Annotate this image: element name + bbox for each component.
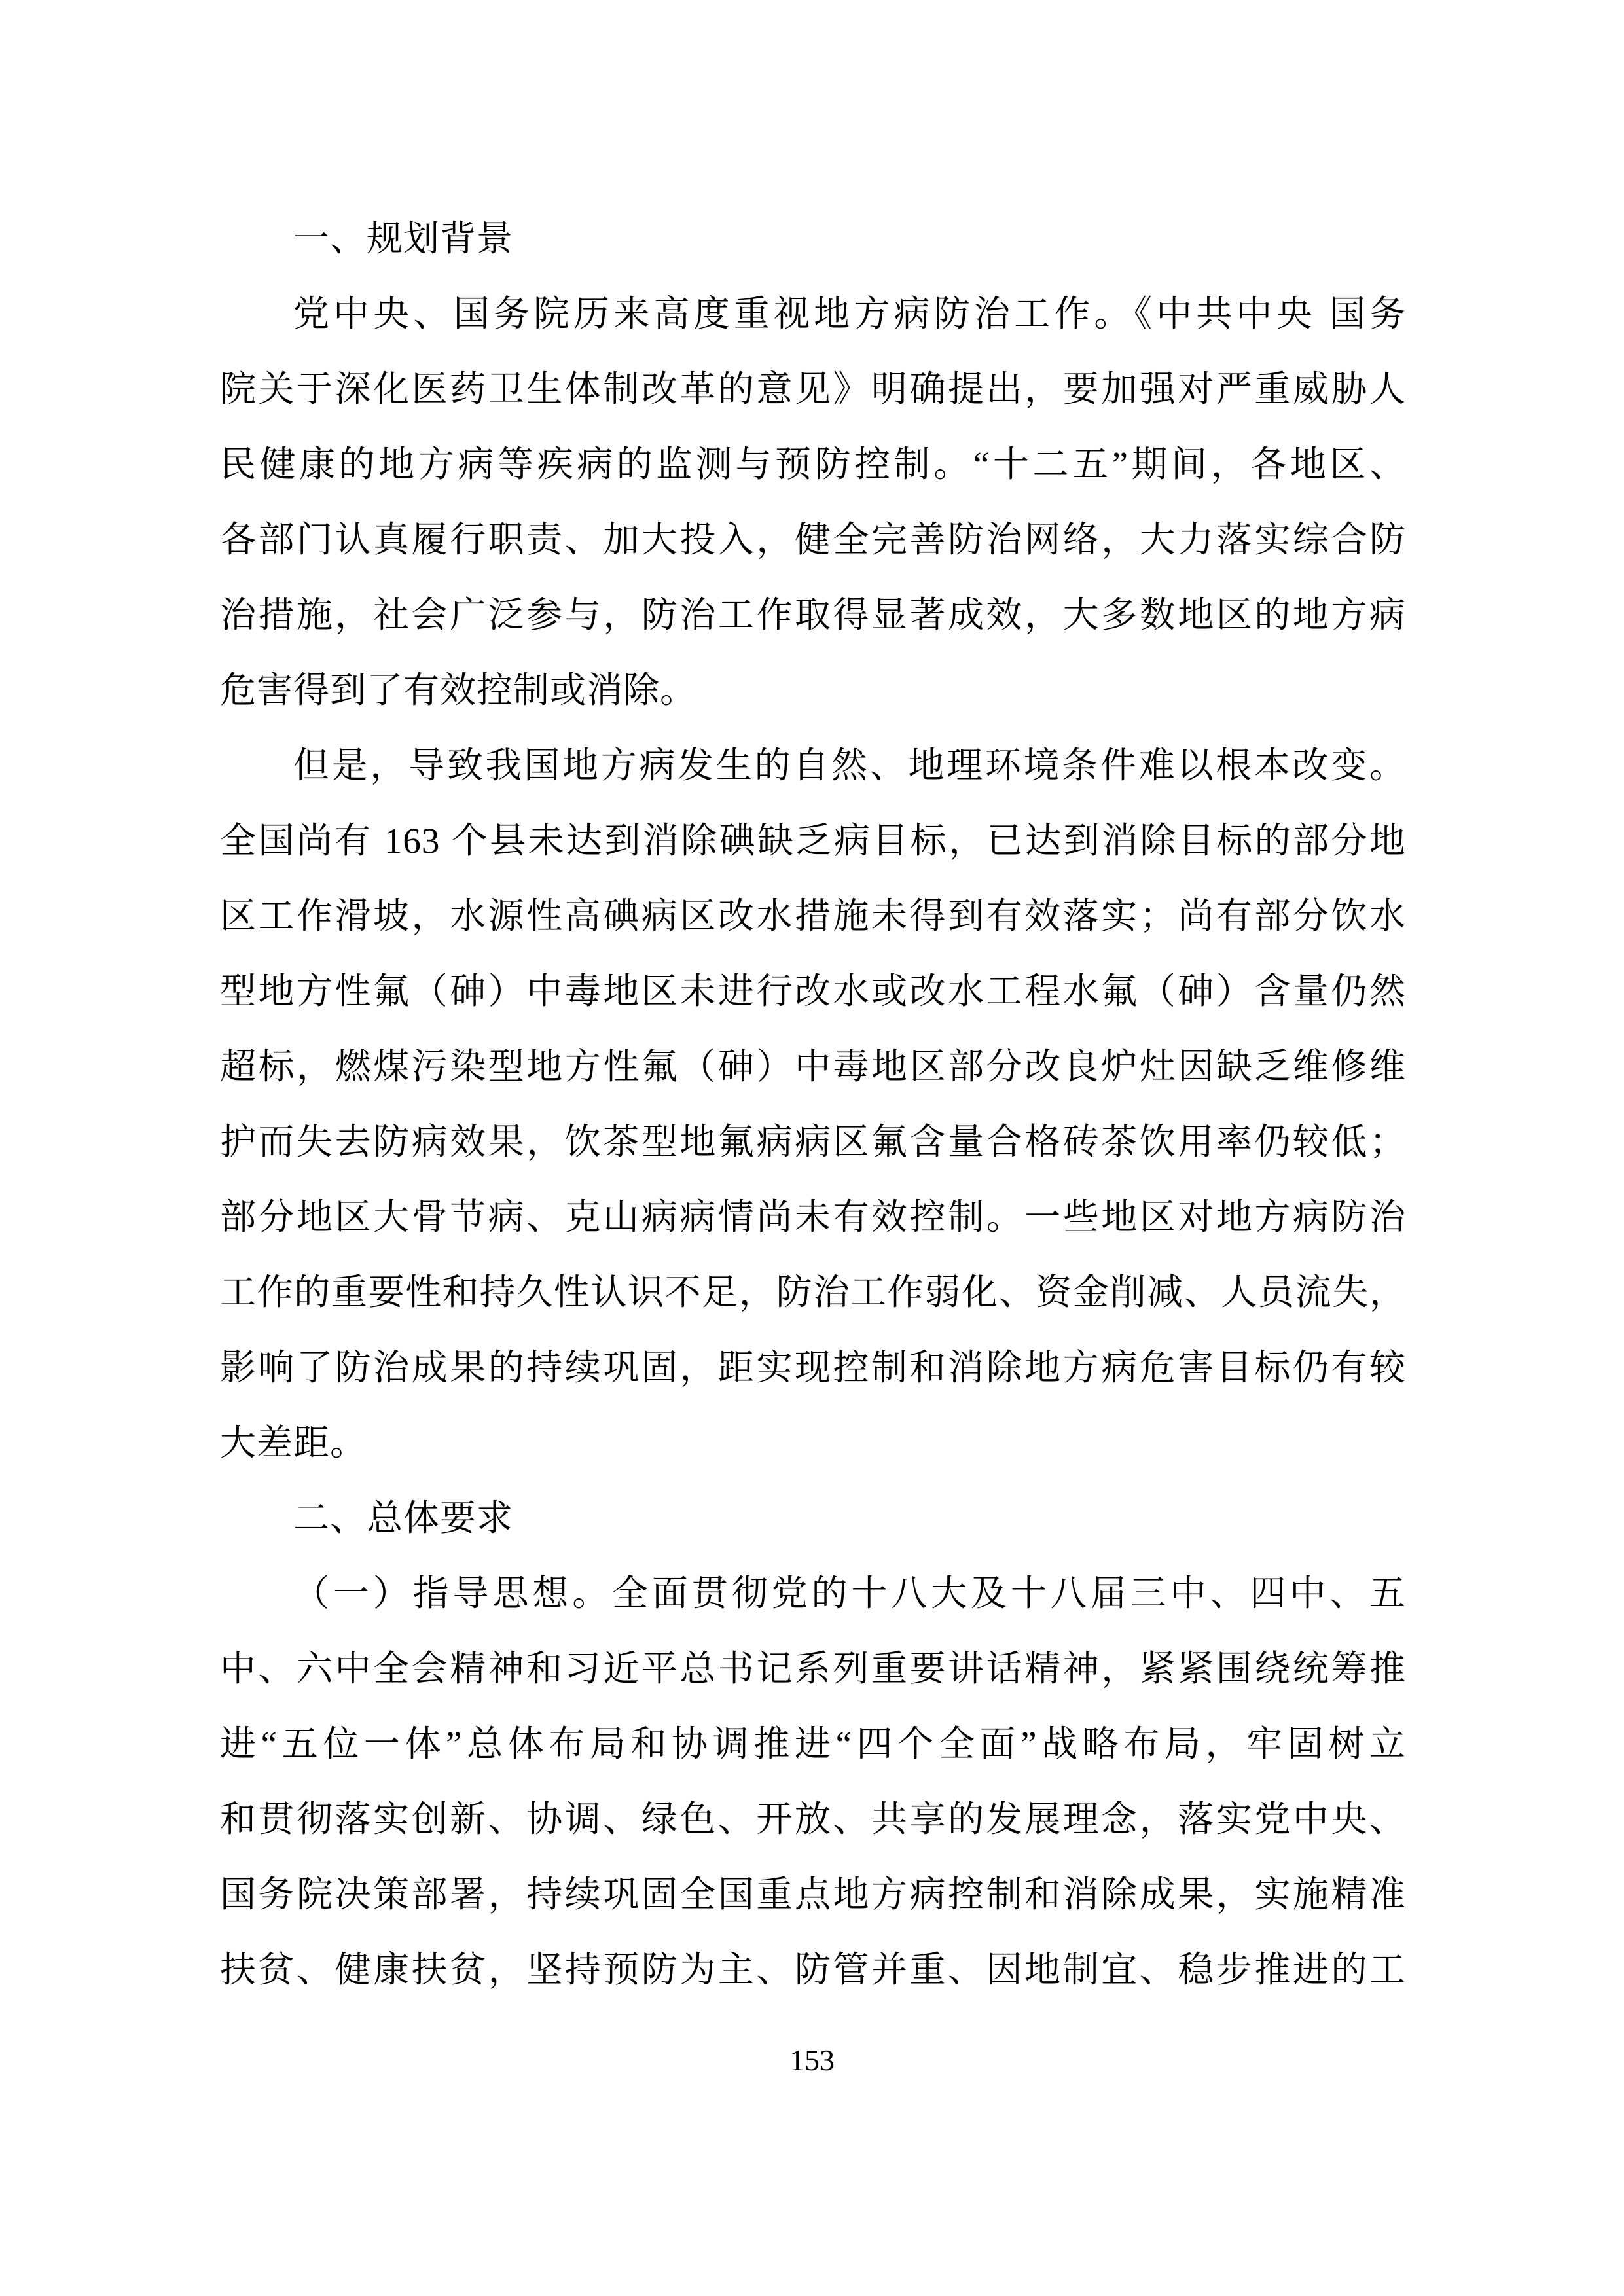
paragraph-line: 各部门认真履行职责、加大投入，健全完善防治网络，大力落实综合防 [220,520,1406,560]
paragraph-line: 护而失去防病效果，饮茶型地氟病病区氟含量合格砖茶饮用率仍较低； [220,1122,1406,1162]
paragraph-line: 影响了防治成果的持续巩固，距实现控制和消除地方病危害目标仍有较 [220,1348,1406,1388]
paragraph-line: 民健康的地方病等疾病的监测与预防控制。“十二五”期间，各地区、 [220,444,1406,484]
paragraph-line: 治措施，社会广泛参与，防治工作取得显著成效，大多数地区的地方病 [220,595,1406,635]
heading-line: 一、规划背景 [293,219,514,259]
paragraph-line: 党中央、国务院历来高度重视地方病防治工作。《中共中央 国务 [293,294,1406,334]
paragraph-line: 工作的重要性和持久性认识不足，防治工作弱化、资金削减、人员流失， [220,1272,1406,1312]
paragraph-line: 部分地区大骨节病、克山病病情尚未有效控制。一些地区对地方病防治 [220,1197,1406,1237]
paragraph-line: 和贯彻落实创新、协调、绿色、开放、共享的发展理念，落实党中央、 [220,1799,1406,1839]
document-body [220,201,1406,2007]
paragraph-line: 但是，导致我国地方病发生的自然、地理环境条件难以根本改变。 [293,745,1406,785]
paragraph-line: 全国尚有 163 个县未达到消除碘缺乏病目标，已达到消除目标的部分地 [220,821,1406,861]
paragraph-line: 院关于深化医药卫生体制改革的意见》明确提出，要加强对严重威胁人 [220,369,1406,409]
paragraph-line: （一）指导思想。全面贯彻党的十八大及十八届三中、四中、五 [293,1573,1406,1613]
page-number: 153 [789,2043,835,2077]
paragraph-line: 扶贫、健康扶贫，坚持预防为主、防管并重、因地制宜、稳步推进的工 [220,1950,1406,1990]
paragraph-line: 区工作滑坡，水源性高碘病区改水措施未得到有效落实；尚有部分饮水 [220,896,1406,936]
paragraph-line: 超标，燃煤污染型地方性氟（砷）中毒地区部分改良炉灶因缺乏维修维 [220,1047,1406,1086]
paragraph-line: 危害得到了有效控制或消除。 [220,670,697,710]
paragraph-line: 型地方性氟（砷）中毒地区未进行改水或改水工程水氟（砷）含量仍然 [220,971,1406,1011]
paragraph-line: 中、六中全会精神和习近平总书记系列重要讲话精神，紧紧围绕统筹推 [220,1649,1406,1689]
paragraph-line: 进“五位一体”总体布局和协调推进“四个全面”战略布局，牢固树立 [220,1724,1406,1764]
heading-line: 二、总体要求 [293,1498,514,1538]
paragraph-line: 大差距。 [220,1423,367,1463]
paragraph-line: 国务院决策部署，持续巩固全国重点地方病控制和消除成果，实施精准 [220,1874,1406,1914]
